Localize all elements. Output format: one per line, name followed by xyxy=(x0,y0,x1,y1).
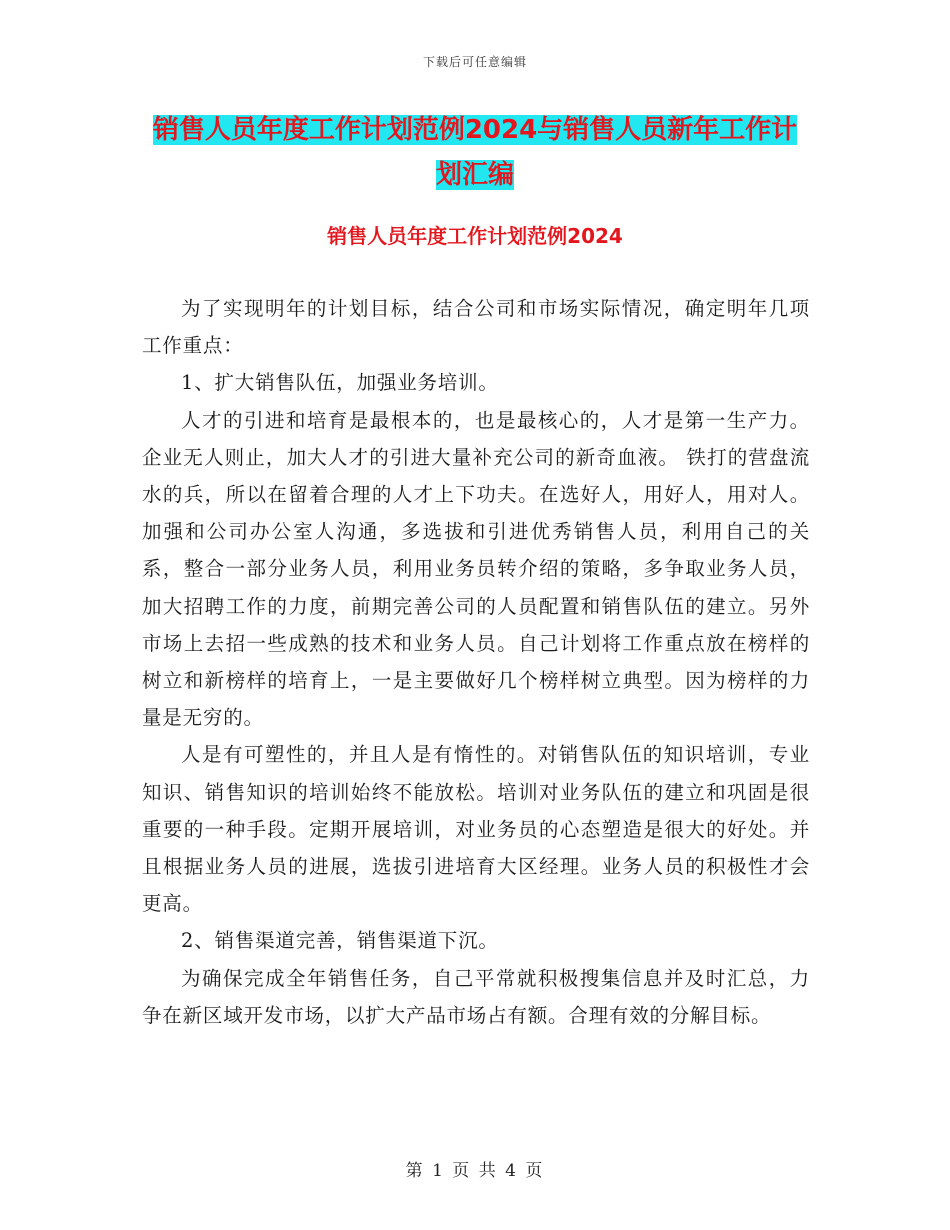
section-title: 销售人员年度工作计划范例2024 xyxy=(327,224,623,248)
paragraph: 人才的引进和培育是最根本的，也是最核心的，人才是第一生产力。企业无人则止，加大人才的引进大量补充公司的新奇血液。 铁打的营盘流水的兵，所以在留着合理的人才上下功夫。在选好人，用好人，用对人。加强和公司办公室人沟通，多选拔和引进优秀销售人员，利用自己的关系，整合一部分业务人员，利用业务员转介绍的策略，多争取业务人员，加大招聘工作的力度，前期完善公司的人员配置和销售队伍的建立。另外市场上去招一些成熟的技术和业务人员。自己计划将工作重点放在榜样的树立和新榜样的培育上，一是主要做好几个榜样树立典型。因为榜样的力量是无穷的。 xyxy=(142,408,810,730)
document-title-text: 销售人员年度工作计划范例2024与销售人员新年工作计划汇编 xyxy=(152,115,798,190)
paragraph: 1、扩大销售队伍，加强业务培训。 xyxy=(181,371,499,395)
page-header-note: 下载后可任意编辑 xyxy=(422,55,527,69)
paragraph: 2、销售渠道完善，销售渠道下沉。 xyxy=(181,929,499,953)
paragraph: 人是有可塑性的，并且人是有惰性的。对销售队伍的知识培训，专业知识、销售知识的培训始终不能放松。培训对业务队伍的建立和巩固是很重要的一种手段。定期开展培训，对业务员的心态塑造是很大的好处。并且根据业务人员的进展，选拔引进培育大区经理。业务人员的积极性才会更高。 xyxy=(142,743,810,916)
paragraph: 为确保完成全年销售任务，自己平常就积极搜集信息并及时汇总，力争在新区域开发市场，以扩大产品市场占有额。合理有效的分解目标。 xyxy=(142,966,810,1027)
document-title xyxy=(140,108,810,198)
paragraph: 为了实现明年的计划目标，结合公司和市场实际情况，确定明年几项工作重点： xyxy=(142,297,810,358)
document-body xyxy=(142,290,810,1034)
page-number: 第 1 页 共 4 页 xyxy=(405,1161,545,1181)
